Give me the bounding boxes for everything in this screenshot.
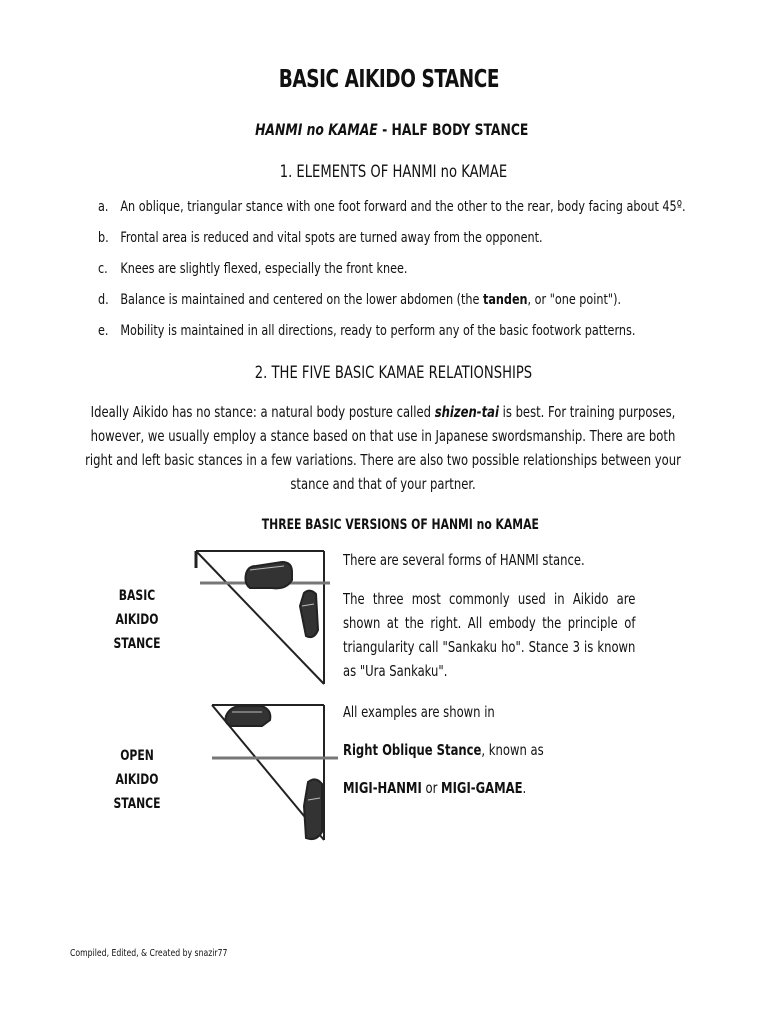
shizen-tai-term: shizen-tai (434, 403, 499, 421)
subtitle-rest: - HALF BODY STANCE (377, 120, 529, 139)
label-line: STANCE (113, 796, 161, 812)
list-text-after: , or "one point"). (527, 292, 622, 308)
list-text: Knees are slightly flexed, especially the front knee. (120, 261, 408, 277)
migi-gamae-term: MIGI-GAMAE (441, 779, 523, 797)
label-line: AIKIDO (115, 772, 159, 788)
list-text: Frontal area is reduced and vital spots are turned away from the opponent. (120, 230, 543, 246)
label-line: AIKIDO (115, 612, 159, 628)
tanden-term: tanden (482, 292, 528, 308)
label-line: STANCE (113, 636, 161, 652)
intro-text: There are several forms of HANMI stance. (343, 551, 585, 569)
list-marker: d. (98, 292, 109, 308)
footer-credit: Compiled, Edited, & Created by snazir77 (70, 948, 228, 959)
open-stance-diagram (212, 705, 338, 840)
list-text: Balance is maintained and centered on the lower abdomen (the (120, 292, 483, 308)
examples-text: All examples are shown in (343, 703, 495, 721)
basic-stance-diagram (196, 551, 330, 684)
list-marker: c. (98, 261, 108, 277)
section-1-heading: 1. ELEMENTS OF HANMI no KAMAE (279, 162, 508, 182)
label-line: OPEN (120, 748, 154, 764)
versions-description (343, 548, 635, 800)
subtitle-italic: HANMI no KAMAE (255, 120, 378, 139)
oblique-rest: , known as (481, 741, 544, 759)
or-text: or (421, 779, 442, 797)
list-text: Mobility is maintained in all directions, ready to perform any of the basic footwork patterns. (120, 323, 636, 339)
versions-heading: THREE BASIC VERSIONS OF HANMI no KAMAE (261, 517, 539, 533)
period-text: . (522, 779, 527, 797)
section-2-heading: 2. THE FIVE BASIC KAMAE RELATIONSHIPS (254, 363, 533, 383)
list-text: An oblique, triangular stance with one foot forward and the other to the rear, body facing about 45º. (120, 199, 686, 215)
list-marker: b. (98, 230, 109, 246)
list-marker: e. (98, 323, 109, 339)
label-line: BASIC (118, 588, 156, 604)
page-title: BASIC AIKIDO STANCE (278, 64, 500, 93)
para-text: Ideally Aikido has no stance: a natural body posture called (90, 403, 435, 421)
body-text: The three most commonly used in Aikido are shown at the right. All embody the principle of triangularity call "Sankaku ho". Stance 3 is known as "Ura Sankaku". (343, 590, 636, 680)
list-marker: a. (98, 199, 109, 215)
migi-hanmi-term: MIGI-HANMI (343, 779, 422, 797)
oblique-term: Right Oblique Stance (343, 741, 482, 759)
para-text-after: is best. For training purposes, however, we usually employ a stance based on that use in Japanese swordsmanship. There are both right and left basic stances in a few variations. There are also two possible relationships between your stance and that of your partner. (85, 403, 681, 493)
